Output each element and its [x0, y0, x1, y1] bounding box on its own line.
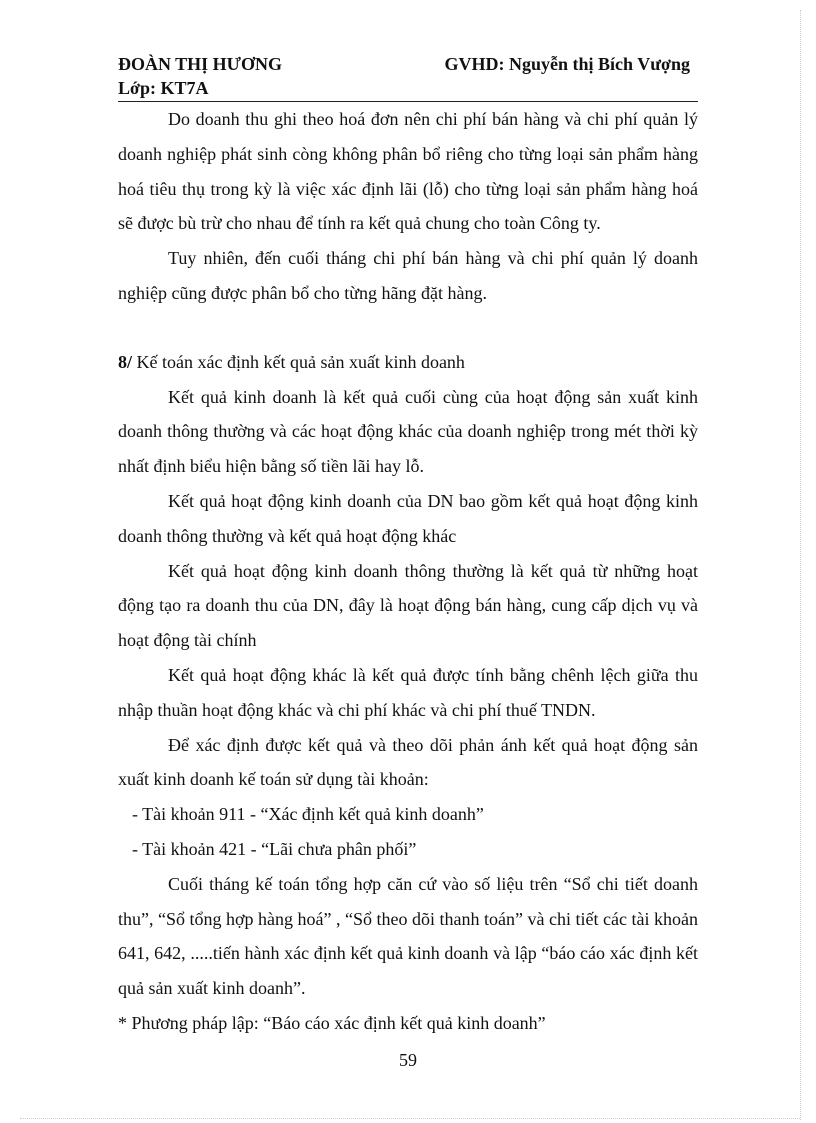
bullet-item-421: - Tài khoản 421 - “Lãi chưa phân phối” [132, 838, 417, 859]
author-name: ĐOÀN THỊ HƯƠNG [118, 54, 283, 74]
paragraph-8: Cuối tháng kế toán tổng hợp căn cứ vào số liệu trên “Sổ chi tiết doanh thu”, “Sổ tổng hợp hàng hoá” , “Sổ theo dõi thanh toán” và chi tiết các tài khoản 641, 642, .....tiến hành xác định kết quả kinh doanh và lập “báo cáo xác định kết quả sản xuất kinh doanh”. [118, 873, 698, 999]
page-edge-bottom [20, 1118, 800, 1119]
section-heading [118, 345, 698, 380]
section-title: Kế toán xác định kết quả sản xuất kinh doanh [132, 351, 465, 372]
paragraph-9: * Phương pháp lập: “Báo cáo xác định kết quả kinh doanh” [118, 1012, 546, 1033]
advisor-name: GVHD: Nguyễn thị Bích Vượng [444, 54, 690, 74]
paragraph-7: Để xác định được kết quả và theo dõi phản ánh kết quả hoạt động sản xuất kinh doanh kế toán sử dụng tài khoản: [118, 734, 698, 790]
paragraph-6: Kết quả hoạt động khác là kết quả được tính bằng chênh lệch giữa thu nhập thuần hoạt động khác và chi phí khác và chi phí thuế TNDN. [118, 664, 698, 720]
page-edge-right [800, 10, 801, 1120]
paragraph-1: Do doanh thu ghi theo hoá đơn nên chi phí bán hàng và chi phí quản lý doanh nghiệp phát sinh còng không phân bổ riêng cho từng loại sản phẩm hàng hoá tiêu thụ trong kỳ là việc xác định lãi (lỗ) cho từng loại sản phẩm hàng hoá sẽ được bù trừ cho nhau để tính ra kết quả chung cho toàn Công ty. [118, 109, 698, 234]
bullet-item-911: - Tài khoản 911 - “Xác định kết quả kinh doanh” [132, 804, 484, 825]
paragraph-4: Kết quả hoạt động kinh doanh của DN bao gồm kết quả hoạt động kinh doanh thông thường và kết quả hoạt động khác [118, 490, 698, 546]
document-body [118, 102, 698, 1041]
paragraph-5: Kết quả hoạt động kinh doanh thông thường là kết quả từ những hoạt động tạo ra doanh thu của DN, đây là hoạt động bán hàng, cung cấp dịch vụ và hoạt động tài chính [118, 560, 698, 651]
section-number: 8/ [118, 351, 133, 372]
class-label: Lớp: KT7A [118, 78, 209, 98]
page-number: 59 [399, 1050, 417, 1070]
section-spacer [118, 311, 698, 345]
paragraph-3: Kết quả kinh doanh là kết quả cuối cùng của hoạt động sản xuất kinh doanh thông thường và các hoạt động khác của doanh nghiệp trong mét thời kỳ nhất định biểu hiện bằng số tiền lãi hay lỗ. [118, 386, 698, 477]
paragraph-2: Tuy nhiên, đến cuối tháng chi phí bán hàng và chi phí quản lý doanh nghiệp cũng được phân bổ cho từng hãng đặt hàng. [118, 248, 698, 303]
page-header [118, 52, 698, 102]
